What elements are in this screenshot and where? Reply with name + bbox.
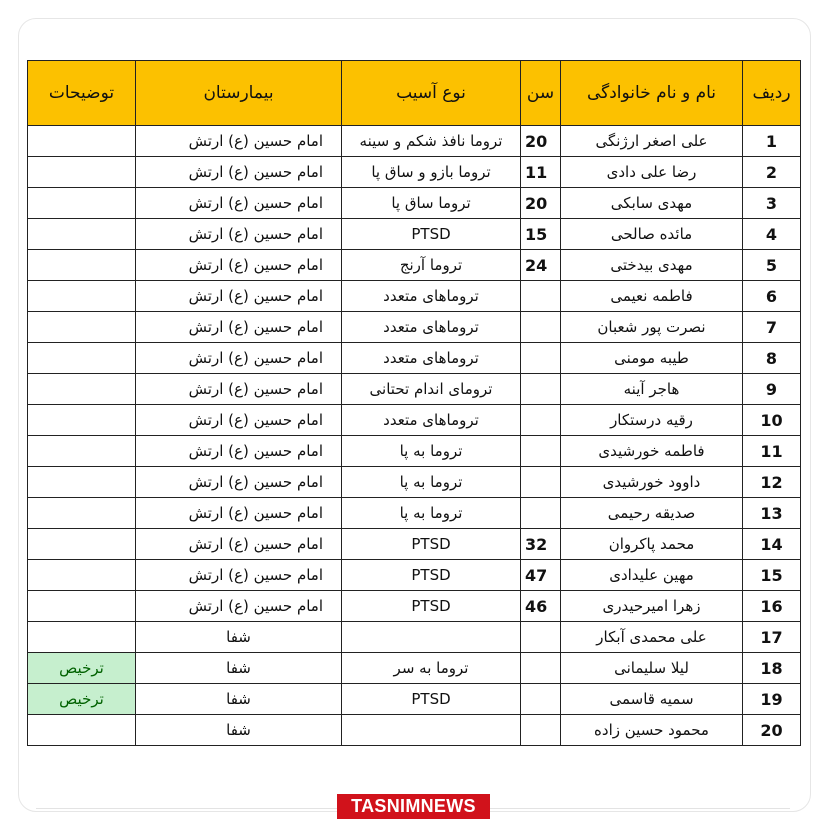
header-age: سن bbox=[521, 61, 561, 126]
cell-age: 20 bbox=[521, 126, 561, 157]
cell-age: 32 bbox=[521, 529, 561, 560]
cell-name: فاطمه نعیمی bbox=[561, 281, 743, 312]
cell-injury: تروماهای متعدد bbox=[342, 281, 521, 312]
cell-hospital: امام حسین (ع) ارتش bbox=[136, 529, 342, 560]
table-body bbox=[28, 126, 801, 746]
cell-name: علی اصغر ارژنگی bbox=[561, 126, 743, 157]
header-row-number: ردیف bbox=[743, 61, 801, 126]
cell-notes bbox=[28, 374, 136, 405]
cell-hospital: شفا bbox=[136, 684, 342, 715]
cell-name: مهدی سابکی bbox=[561, 188, 743, 219]
table-row bbox=[28, 529, 801, 560]
cell-row-number: 7 bbox=[743, 312, 801, 343]
cell-notes bbox=[28, 343, 136, 374]
table-row bbox=[28, 405, 801, 436]
cell-name: محمد پاکروان bbox=[561, 529, 743, 560]
cell-notes bbox=[28, 560, 136, 591]
table-row bbox=[28, 436, 801, 467]
cell-hospital: امام حسین (ع) ارتش bbox=[136, 560, 342, 591]
table-row bbox=[28, 467, 801, 498]
cell-age bbox=[521, 467, 561, 498]
cell-row-number: 12 bbox=[743, 467, 801, 498]
table-row bbox=[28, 157, 801, 188]
cell-row-number: 8 bbox=[743, 343, 801, 374]
cell-injury bbox=[342, 622, 521, 653]
cell-injury: تروما بازو و ساق پا bbox=[342, 157, 521, 188]
cell-hospital: امام حسین (ع) ارتش bbox=[136, 312, 342, 343]
cell-row-number: 13 bbox=[743, 498, 801, 529]
cell-hospital: امام حسین (ع) ارتش bbox=[136, 343, 342, 374]
cell-notes bbox=[28, 498, 136, 529]
cell-hospital: امام حسین (ع) ارتش bbox=[136, 157, 342, 188]
cell-notes bbox=[28, 250, 136, 281]
cell-age bbox=[521, 436, 561, 467]
header-hospital: بیمارستان bbox=[136, 61, 342, 126]
table-row bbox=[28, 374, 801, 405]
cell-notes bbox=[28, 219, 136, 250]
cell-age: 47 bbox=[521, 560, 561, 591]
cell-injury: PTSD bbox=[342, 219, 521, 250]
cell-notes bbox=[28, 126, 136, 157]
header-name: نام و نام خانوادگی bbox=[561, 61, 743, 126]
cell-name: محمود حسین زاده bbox=[561, 715, 743, 746]
cell-row-number: 17 bbox=[743, 622, 801, 653]
cell-hospital: امام حسین (ع) ارتش bbox=[136, 219, 342, 250]
cell-row-number: 15 bbox=[743, 560, 801, 591]
table-row bbox=[28, 560, 801, 591]
cell-row-number: 10 bbox=[743, 405, 801, 436]
cell-notes bbox=[28, 467, 136, 498]
cell-notes bbox=[28, 529, 136, 560]
cell-injury: PTSD bbox=[342, 529, 521, 560]
cell-age: 20 bbox=[521, 188, 561, 219]
cell-name: رقیه درستکار bbox=[561, 405, 743, 436]
cell-hospital: امام حسین (ع) ارتش bbox=[136, 405, 342, 436]
cell-name: هاجر آینه bbox=[561, 374, 743, 405]
cell-age bbox=[521, 281, 561, 312]
cell-name: زهرا امیرحیدری bbox=[561, 591, 743, 622]
cell-injury: تروما نافذ شکم و سینه bbox=[342, 126, 521, 157]
cell-notes bbox=[28, 312, 136, 343]
cell-row-number: 4 bbox=[743, 219, 801, 250]
cell-hospital: امام حسین (ع) ارتش bbox=[136, 126, 342, 157]
cell-row-number: 1 bbox=[743, 126, 801, 157]
cell-injury: تروماهای متعدد bbox=[342, 343, 521, 374]
cell-hospital: امام حسین (ع) ارتش bbox=[136, 436, 342, 467]
cell-notes bbox=[28, 405, 136, 436]
header-row bbox=[28, 61, 801, 126]
cell-injury bbox=[342, 715, 521, 746]
cell-hospital: شفا bbox=[136, 622, 342, 653]
cell-name: لیلا سلیمانی bbox=[561, 653, 743, 684]
header-notes: توضیحات bbox=[28, 61, 136, 126]
table-row bbox=[28, 653, 801, 684]
cell-notes: ترخیص bbox=[28, 684, 136, 715]
cell-hospital: امام حسین (ع) ارتش bbox=[136, 498, 342, 529]
cell-age bbox=[521, 374, 561, 405]
cell-name: فاطمه خورشیدی bbox=[561, 436, 743, 467]
header-injury: نوع آسیب bbox=[342, 61, 521, 126]
cell-age bbox=[521, 622, 561, 653]
cell-age bbox=[521, 312, 561, 343]
cell-notes bbox=[28, 188, 136, 219]
table-row bbox=[28, 343, 801, 374]
cell-age bbox=[521, 405, 561, 436]
cell-hospital: شفا bbox=[136, 653, 342, 684]
cell-notes bbox=[28, 715, 136, 746]
table-row bbox=[28, 312, 801, 343]
cell-name: نصرت پور شعبان bbox=[561, 312, 743, 343]
cell-age: 11 bbox=[521, 157, 561, 188]
cell-injury: تروماهای متعدد bbox=[342, 312, 521, 343]
cell-injury: تروما ساق پا bbox=[342, 188, 521, 219]
cell-name: داوود خورشیدی bbox=[561, 467, 743, 498]
cell-row-number: 18 bbox=[743, 653, 801, 684]
table-row bbox=[28, 715, 801, 746]
cell-row-number: 20 bbox=[743, 715, 801, 746]
cell-name: سمیه قاسمی bbox=[561, 684, 743, 715]
cell-row-number: 6 bbox=[743, 281, 801, 312]
table-row bbox=[28, 126, 801, 157]
table-row bbox=[28, 591, 801, 622]
cell-hospital: شفا bbox=[136, 715, 342, 746]
cell-hospital: امام حسین (ع) ارتش bbox=[136, 250, 342, 281]
cell-row-number: 11 bbox=[743, 436, 801, 467]
cell-notes bbox=[28, 157, 136, 188]
cell-notes bbox=[28, 622, 136, 653]
cell-row-number: 19 bbox=[743, 684, 801, 715]
cell-injury: تروما به پا bbox=[342, 498, 521, 529]
table-row bbox=[28, 219, 801, 250]
table-row bbox=[28, 498, 801, 529]
cell-injury: تروما به پا bbox=[342, 467, 521, 498]
cell-injury: تروما آرنج bbox=[342, 250, 521, 281]
cell-age bbox=[521, 498, 561, 529]
cell-hospital: امام حسین (ع) ارتش bbox=[136, 281, 342, 312]
cell-injury: تروماهای متعدد bbox=[342, 405, 521, 436]
cell-row-number: 2 bbox=[743, 157, 801, 188]
cell-row-number: 16 bbox=[743, 591, 801, 622]
cell-hospital: امام حسین (ع) ارتش bbox=[136, 591, 342, 622]
cell-age: 24 bbox=[521, 250, 561, 281]
cell-injury: تروما به پا bbox=[342, 436, 521, 467]
cell-age: 46 bbox=[521, 591, 561, 622]
cell-age: 15 bbox=[521, 219, 561, 250]
cell-notes bbox=[28, 591, 136, 622]
cell-row-number: 9 bbox=[743, 374, 801, 405]
cell-notes bbox=[28, 281, 136, 312]
cell-notes bbox=[28, 436, 136, 467]
table-row bbox=[28, 188, 801, 219]
cell-name: مهدی بیدختی bbox=[561, 250, 743, 281]
cell-injury: تروما به سر bbox=[342, 653, 521, 684]
cell-row-number: 5 bbox=[743, 250, 801, 281]
table-row bbox=[28, 622, 801, 653]
cell-hospital: امام حسین (ع) ارتش bbox=[136, 188, 342, 219]
cell-age bbox=[521, 653, 561, 684]
cell-hospital: امام حسین (ع) ارتش bbox=[136, 467, 342, 498]
table-row bbox=[28, 281, 801, 312]
cell-age bbox=[521, 684, 561, 715]
cell-name: مهین علیدادی bbox=[561, 560, 743, 591]
casualty-table bbox=[27, 60, 801, 746]
cell-name: طیبه مومنی bbox=[561, 343, 743, 374]
cell-name: علی محمدی آبکار bbox=[561, 622, 743, 653]
cell-row-number: 3 bbox=[743, 188, 801, 219]
cell-age bbox=[521, 343, 561, 374]
cell-name: رضا علی دادی bbox=[561, 157, 743, 188]
cell-injury: ترومای اندام تحتانی bbox=[342, 374, 521, 405]
cell-injury: PTSD bbox=[342, 591, 521, 622]
cell-injury: PTSD bbox=[342, 684, 521, 715]
table-row bbox=[28, 684, 801, 715]
tasnimnews-logo bbox=[337, 794, 490, 819]
cell-notes: ترخیص bbox=[28, 653, 136, 684]
cell-hospital: امام حسین (ع) ارتش bbox=[136, 374, 342, 405]
cell-row-number: 14 bbox=[743, 529, 801, 560]
cell-age bbox=[521, 715, 561, 746]
table-row bbox=[28, 250, 801, 281]
logo-text: TASNIMNEWS bbox=[351, 796, 476, 816]
cell-injury: PTSD bbox=[342, 560, 521, 591]
cell-name: صدیقه رحیمی bbox=[561, 498, 743, 529]
cell-name: مائده صالحی bbox=[561, 219, 743, 250]
